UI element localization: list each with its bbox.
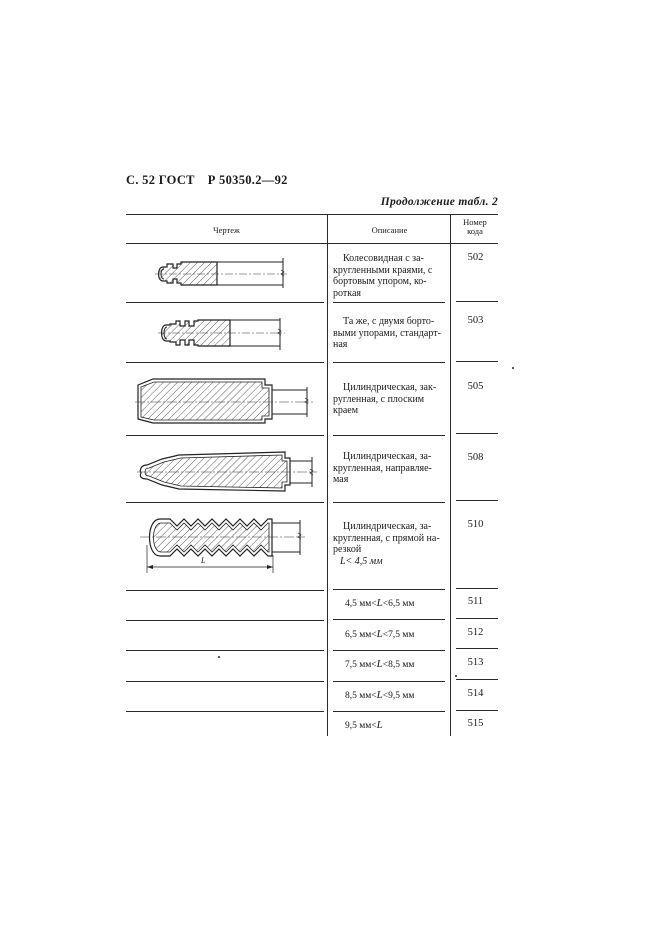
code-508: 508: [467, 452, 484, 463]
row-divider: [126, 711, 324, 712]
row-divider: [126, 435, 324, 436]
code-514: 514: [467, 688, 484, 699]
column-header-code: Номер кода: [463, 217, 487, 236]
row-divider: [126, 681, 324, 682]
row-divider: [333, 502, 445, 503]
row-divider: [333, 435, 445, 436]
row-divider: [333, 681, 445, 682]
header-bottom-border: [126, 243, 498, 244]
scan-speck: [512, 367, 514, 369]
description-508: Цилиндрическая, за- кругленная, направляе- мая: [333, 451, 432, 485]
range-512: 6,5 мм<L<7,5 мм: [345, 628, 415, 640]
row-divider: [126, 362, 324, 363]
range-511: 4,5 мм<L<6,5 мм: [345, 597, 415, 609]
code-512: 512: [467, 627, 484, 638]
row-divider: [333, 302, 445, 303]
standard-label: ГОСТ: [158, 173, 195, 187]
page-header: [126, 173, 288, 188]
description-502: Колесовидная с за- кругленными краями, с бортовым упором, ко- роткая: [333, 253, 433, 299]
column-header-description: Описание: [371, 225, 408, 235]
row-divider: [456, 500, 498, 501]
code-503: 503: [467, 315, 484, 326]
row-divider: [456, 361, 498, 362]
row-divider: [126, 590, 324, 591]
row-divider: [456, 618, 498, 619]
range-515: 9,5 мм<L: [345, 719, 383, 731]
row-divider: [126, 650, 324, 651]
dimension-label-l: L: [201, 556, 206, 565]
code-513: 513: [467, 657, 484, 668]
description-510: Цилиндрическая, за- кругленная, с прямой на- резкой L< 4,5 мм: [333, 521, 440, 567]
column-header-drawing: Чертеж: [213, 225, 240, 235]
scan-speck: [218, 656, 220, 658]
drawing-503-icon: [160, 315, 300, 355]
range-513: 7,5 мм<L<8,5 мм: [345, 658, 415, 670]
row-divider: [333, 650, 445, 651]
drawing-510-icon: [140, 515, 325, 575]
row-divider: [333, 362, 445, 363]
row-divider: [333, 619, 445, 620]
row-divider: [333, 711, 445, 712]
row-divider: [456, 588, 498, 589]
drawing-508-icon: [137, 447, 322, 492]
row-divider: [333, 589, 445, 590]
code-502: 502: [467, 252, 484, 263]
description-503: Та же, с двумя борто- выми упорами, стандарт- ная: [333, 316, 441, 350]
scan-speck: [455, 675, 457, 677]
column-divider-1: [327, 214, 328, 736]
table-top-border: [126, 214, 498, 215]
continuation-label: Продолжение табл. 2: [380, 196, 498, 208]
row-divider: [126, 302, 324, 303]
code-515: 515: [467, 718, 484, 729]
row-divider: [456, 710, 498, 711]
code-510: 510: [467, 519, 484, 530]
row-divider: [456, 648, 498, 649]
row-divider: [126, 502, 324, 503]
range-514: 8,5 мм<L<9,5 мм: [345, 689, 415, 701]
row-divider: [456, 679, 498, 680]
drawing-505-icon: [135, 375, 320, 425]
drawing-502-icon: [155, 255, 295, 295]
standard-number: Р 50350.2—92: [207, 173, 288, 187]
row-divider: [126, 620, 324, 621]
row-divider: [456, 301, 498, 302]
page-number: С. 52: [126, 173, 156, 187]
description-505: Цилиндрическая, зак- ругленная, с плоским краем: [333, 382, 437, 416]
row-divider: [456, 433, 498, 434]
code-505: 505: [467, 381, 484, 392]
code-511: 511: [467, 596, 484, 607]
column-divider-2: [450, 214, 451, 736]
